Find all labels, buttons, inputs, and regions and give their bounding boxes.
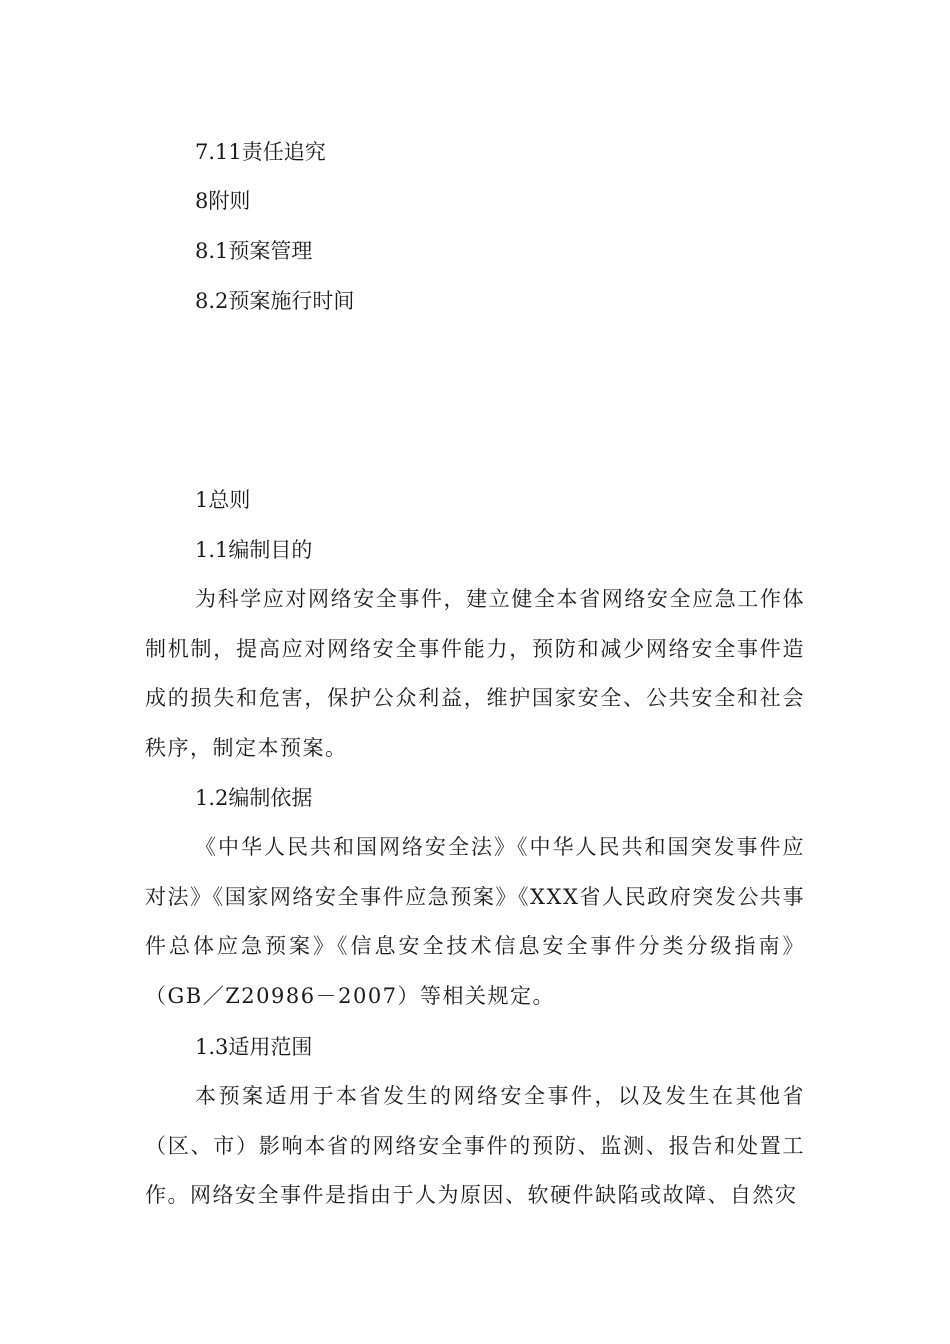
paragraph-basis: 《中华人民共和国网络安全法》《中华人民共和国突发事件应对法》《国家网络安全事件应急预案》《XXX省人民政府突发公共事件总体应急预案》《信息安全技术信息安全事件分类分级指南》（GB／Z20986－2007）等相关规定。 [145,835,805,1008]
toc-item-8: 8附则 [195,189,251,213]
toc-item-7-11: 7.11责任追究 [195,140,326,164]
paragraph-purpose: 为科学应对网络安全事件，建立健全本省网络安全应急工作体制机制，提高应对网络安全事件能力，预防和减少网络安全事件造成的损失和危害，保护公众利益，维护国家安全、公共安全和社会秩序，制定本预案。 [145,587,805,760]
toc-item-8-1: 8.1预案管理 [195,239,313,263]
section-heading-1-1: 1.1编制目的 [195,538,313,562]
section-heading-1: 1总则 [195,488,251,512]
toc-item-8-2: 8.2预案施行时间 [195,289,355,313]
section-heading-1-3: 1.3适用范围 [195,1035,313,1059]
section-heading-1-2: 1.2编制依据 [195,786,313,810]
paragraph-scope: 本预案适用于本省发生的网络安全事件，以及发生在其他省（区、市）影响本省的网络安全事件的预防、监测、报告和处置工作。网络安全事件是指由于人为原因、软硬件缺陷或故障、自然灾 [145,1084,805,1207]
